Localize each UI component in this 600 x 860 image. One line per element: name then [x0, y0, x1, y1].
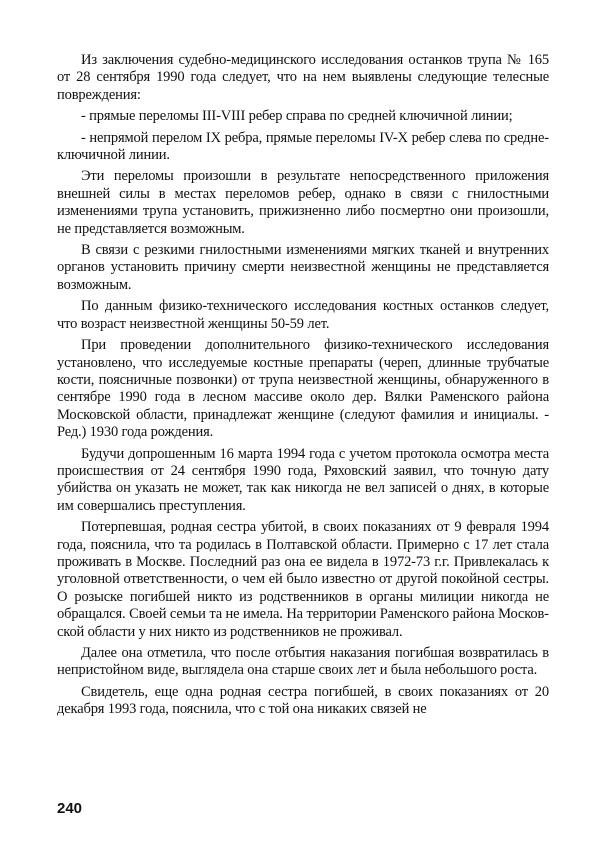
paragraph-ryakhovsky-testimony: Будучи допрошенным 16 марта 1994 года с учетом протокола осмотра места происшествия от 24 сентября 1990 года, Ряховский заявил, что точную дату убийства он указать не может, так как никогда не вел записей о днях, в которые им совершались преступления.	[57, 445, 549, 514]
page-body	[57, 52, 549, 723]
list-item-left-fractures: - непрямой перелом IX ребра, прямые переломы IV-X ребер слева по средне-ключичной линии.	[57, 129, 549, 164]
paragraph-identification: При проведении дополнительного физико-технического исследования установлено, что исследуемые костные препараты (череп, длинные трубчатые кости, поясничные позвонки) от трупа неизвестной женщины, обнаруженного в сентябре 1990 года в лесном массиве около дер. Вялки Раменского района Московской области, принадлежат женщине (следуют фамилия и инициалы. - Ред.) 1930 года рождения.	[57, 337, 549, 441]
paragraph-sister-testimony: Потерпевшая, родная сестра убитой, в своих показаниях от 9 февраля 1994 года, пояснила, что та родилась в Полтавской области. Примерно с 17 лет стала проживать в Москве. Последний раз она ее видела в 1972-73 г.г. Привлекалась к уголовной ответственности, о чем ей было известно от другой покойной сестры. О розыске погибшей никто из родственников в органы милиции никогда не обращался. Своей семьи та не имела. На территории Раменского района Московской области у них никто из родственников не проживал.	[57, 519, 549, 640]
list-item-right-fractures: - прямые переломы III-VIII ребер справа по средней ключичной линии;	[81, 108, 513, 125]
paragraph-autopsy-conclusion: Из заключения судебно-медицинского исследования останков трупа № 165 от 28 сентября 1990 года следует, что на нем выявлены следующие телесные повреждения:	[57, 52, 549, 103]
paragraph-witness-testimony: Свидетель, еще одна родная сестра погибшей, в своих показаниях от 20 декабря 1993 года, пояснила, что с той она никаких связей не	[57, 683, 549, 718]
paragraph-cause-of-death: В связи с резкими гнилостными изменениями мягких тканей и внутренних органов установить причину смерти неизвестной женщины не представляется возможным.	[57, 242, 549, 293]
paragraph-age-estimate: По данным физико-технического исследования костных останков следует, что возраст неизвестной женщины 50-59 лет.	[57, 298, 549, 332]
paragraph-sister-remarks: Далее она отметила, что после отбытия наказания погибшая возвратилась в непристойном виде, выглядела она старше своих лет и была небольшого роста.	[57, 645, 549, 679]
page-number: 240	[57, 800, 83, 817]
paragraph-fracture-cause: Эти переломы произошли в результате непосредственного приложения внешней силы в местах переломов ребер, однако в связи с гнилостными изменениями трупа установить, прижизненно либо посмертно они произошли, не представляется возможным.	[57, 168, 549, 237]
